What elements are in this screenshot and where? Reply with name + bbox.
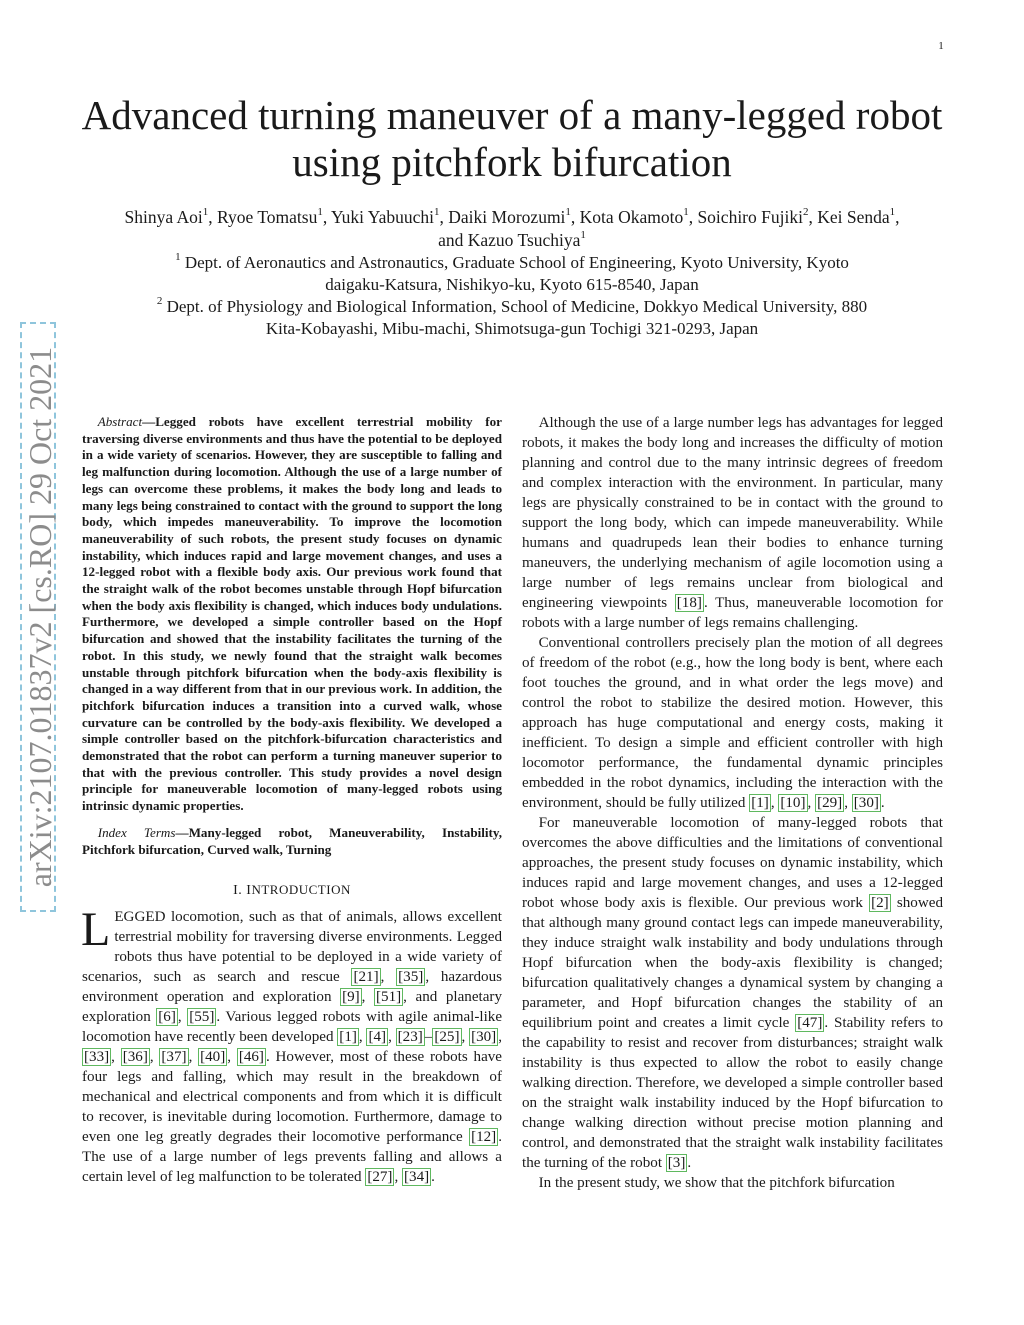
body-paragraph: In the present study, we show that the pitchfork bifurcation [538,1175,895,1191]
citation-link[interactable]: [2] [871,895,889,911]
author-affil-mark: 2 [802,206,809,219]
citation-link[interactable]: [29] [817,795,843,811]
author-affil-mark: 1 [683,206,689,219]
author-conjunction: and [438,230,468,250]
body-paragraph: For maneuverable locomotion of many-legged robots that overcomes the above difficulties and the limitations of conventional approaches, the present study focuses on dynamic instability, which induces rapid and large movement changes, and uses a 12-legged robot whose body axis is flexible. Our previous work [2] showed that although many ground contact legs can impede maneuverability, they induce straight walk instability and body undulations through Hopf bifurcation when the body-axis flexibility is changed; bifurcation qualitatively changes a dynamical system by changing a parameter, and Hopf bifurcation changes the stability of an equilibrium point and creates a limit cycle [47] . Stability refers to the capability to resist and recover from disturbances; straight walk instability is thus expected to allow the robot to easily change walking direction. Therefore, we developed a simple controller based on the straight walk instability induced by the Hopf bifurcation to change walking direction without precise motion planning and control, and demonstrated that the straight walk instability facilitates the turning of the robot [3] . [522,815,943,1171]
citation-link[interactable]: [33] [84,1049,110,1066]
citation-link[interactable]: [10] [780,795,806,811]
paper-title [60,92,964,186]
index-terms-text: —Many-legged robot, Maneuverability, Instability, Pitchfork bifurcation, Curved walk, Turning [82,824,503,857]
author: Ryoe Tomatsu [217,207,318,227]
affiliation-2 [70,296,954,340]
right-column [522,413,943,1193]
author-affil-mark: 1 [434,206,440,219]
citation-link[interactable]: [1] [339,1029,357,1046]
citation-link[interactable]: [47] [797,1015,823,1031]
abstract-label: Abstract [97,414,143,429]
citation-link[interactable]: [23] [397,1029,423,1046]
citation-link[interactable]: [35] [398,969,424,986]
title-line-1: Advanced turning maneuver of a many-legged robot [81,92,943,138]
section-heading-introduction: I. INTRODUCTION [233,882,351,899]
affiliation-line: Dept. of Aeronautics and Astronautics, Graduate School of Engineering, Kyoto University, Kyoto [184,253,849,272]
citation-link[interactable]: [37] [161,1049,187,1066]
citation-link[interactable]: [25] [434,1029,460,1046]
author: Soichiro Fujiki [697,207,803,227]
citation-link[interactable]: [1] [751,795,769,811]
author-affil-mark: 1 [565,206,571,219]
citation-link[interactable]: [21] [353,969,379,986]
author: Daiki Morozumi [448,207,566,227]
author: Kota Okamoto [579,207,684,227]
affiliation-1 [70,252,954,296]
abstract [82,414,502,815]
citation-link[interactable]: [12] [471,1129,497,1146]
citation-link[interactable]: [9] [342,989,360,1006]
author-affil-mark: 1 [202,206,209,219]
citation-link[interactable]: [34] [404,1169,430,1186]
author-affil-mark: 1 [889,206,896,219]
abstract-text: —Legged robots have excellent terrestrial mobility for traversing diverse environments and thus have the potential to be deployed in a wide variety of scenarios. However, they are susceptible to falling and leg malfunction during locomotion. Although the use of a large number of legs can overcome these problems, it makes the body long and leads to many legs being constrained to contact with the ground to support the long body, which impedes maneuverability. To improve the locomotion maneuverability of such robots, the present study focuses on dynamic instability, which induces rapid and large movement changes, and uses a 12-legged robot with a flexible body axis. Our previous work found that the straight walk of the robot becomes unstable through Hopf bifurcation when the body axis flexibility is changed, which induces body undulations. Furthermore, we developed a simple controller based on the Hopf bifurcation and showed that the instability facilitates the turning of the robot. In this study, we newly found that the straight walk becomes unstable through pitchfork bifurcation when the body-axis flexibility is changed in a way different from that in our previous work. In addition, the pitchfork bifurcation induces a transition into a curved walk, whose curvature can be controlled by the body-axis flexibility. We developed a simple controller based on the pitchfork-bifurcation characteristics and demonstrated that the robot can perform a turning maneuver superior to that with the previous controller. This study provides a novel design principle for maneuverable locomotion of many-legged robots using intrinsic dynamic properties. [82,414,502,814]
citation-link[interactable]: [4] [368,1029,387,1046]
citation-link[interactable]: [46] [238,1049,264,1066]
citation-link[interactable]: [30] [471,1029,497,1046]
left-column [82,414,502,1187]
citation-link[interactable]: [3] [667,1155,686,1171]
author-affil-mark: 1 [580,229,586,242]
citation-link[interactable]: [36] [122,1049,148,1066]
body-paragraph: Conventional controllers precisely plan the motion of all degrees of freedom of the robot (e.g., how the long body is bent, where each foot touches the ground, and in what order the legs move) and control the robot to stabilize the desired motion. However, this approach has huge computational and energy costs, making it inefficient. To design a simple and efficient controller with high locomotor performance, the fundamental dynamic principles embedded in the robot dynamics, including the interaction with the environment, should be fully utilized [1] , [10] , [29] , [30] . [522,635,943,811]
page-number: 1 [938,40,944,52]
author-affil-mark: 1 [317,206,323,219]
body-paragraph: Although the use of a large number legs has advantages for legged robots, it makes the body long and increases the difficulty of motion planning and control due to the many intrinsic degrees of freedom and complex interaction with the environment. In particular, many legs are physically constrained to be in contact with the ground to support the long body, which can impede maneuverability. While humans and quadrupeds lean their bodies to enhance turning maneuvers, the underlying mechanism of agile locomotion using a large number of legs remains unclear from biological and engineering viewpoints [18] . Thus, maneuverable locomotion for robots with a large number of legs remains challenging. [522,415,943,631]
author: Yuki Yabuuchi [330,207,435,227]
author: Shinya Aoi [124,207,203,227]
affiliation-mark: 2 [156,295,163,308]
affiliation-line: Kita-Kobayashi, Mibu-machi, Shimotsuga-gun Tochigi 321-0293, Japan [265,319,759,338]
index-terms-label: Index Terms [97,824,176,840]
affiliation-mark: 1 [175,251,181,264]
title-line-2: using pitchfork bifurcation [292,139,732,185]
citation-link[interactable]: [55] [189,1009,215,1026]
citation-link[interactable]: [27] [367,1169,393,1186]
citation-link[interactable]: [18] [676,595,702,611]
affiliation-line: daigaku-Katsura, Nishikyo-ku, Kyoto 615-8540, Japan [325,275,699,294]
arxiv-stamp[interactable] [20,322,56,912]
citation-link[interactable]: [40] [200,1049,226,1066]
citation-link[interactable]: [6] [158,1009,176,1026]
index-terms [82,825,502,858]
author: Kazuo Tsuchiya [467,230,581,250]
author-list: Shinya Aoi$^1$, Ryoe Tomatsu$^1$, Yuki Yabuuchi$^1$, Daiki Morozumi$^1$, Kota Okamoto$^1$, Soichiro Fujiki$^2$, Kei Senda$^1$, and Kazuo Tsuchiya$^1$ [124,206,900,250]
author: Kei Senda [817,207,890,227]
citation-link[interactable]: [51] [376,989,402,1006]
arxiv-identifier: arXiv:2107.01837v2 [cs.RO] 29 Oct 2021 [22,346,58,888]
drop-cap: L [81,903,111,957]
intro-paragraph: LEGGED locomotion, such as that of animals, allows excellent terrestrial mobility for traversing diverse environments. Legged robots thus have potential to be deployed in a wide variety of scenarios, such as search and rescue [21] , [35] , hazardous environment operation and exploration [9] , [51] , and planetary exploration [6] , [55] . Various legged robots with agile animal-like locomotion have recently been developed [1] , [4] , [23] – [25] , [30] , [33] , [36] , [37] , [40] , [46] . However, most of these robots have four legs and falling, which may result in the breakdown of mechanical and electrical components and from which it is difficult to recover, is inevitable during locomotion. Furthermore, damage to even one leg greatly degrades their locomotive performance [12] . The use of a large number of legs prevents falling and allows a certain level of leg malfunction to be tolerated [27] , [34] . [81,903,503,1186]
citation-link[interactable]: [30] [853,795,879,811]
affiliation-line: Dept. of Physiology and Biological Information, School of Medicine, Dokkyo Medical University, 880 [166,297,868,316]
